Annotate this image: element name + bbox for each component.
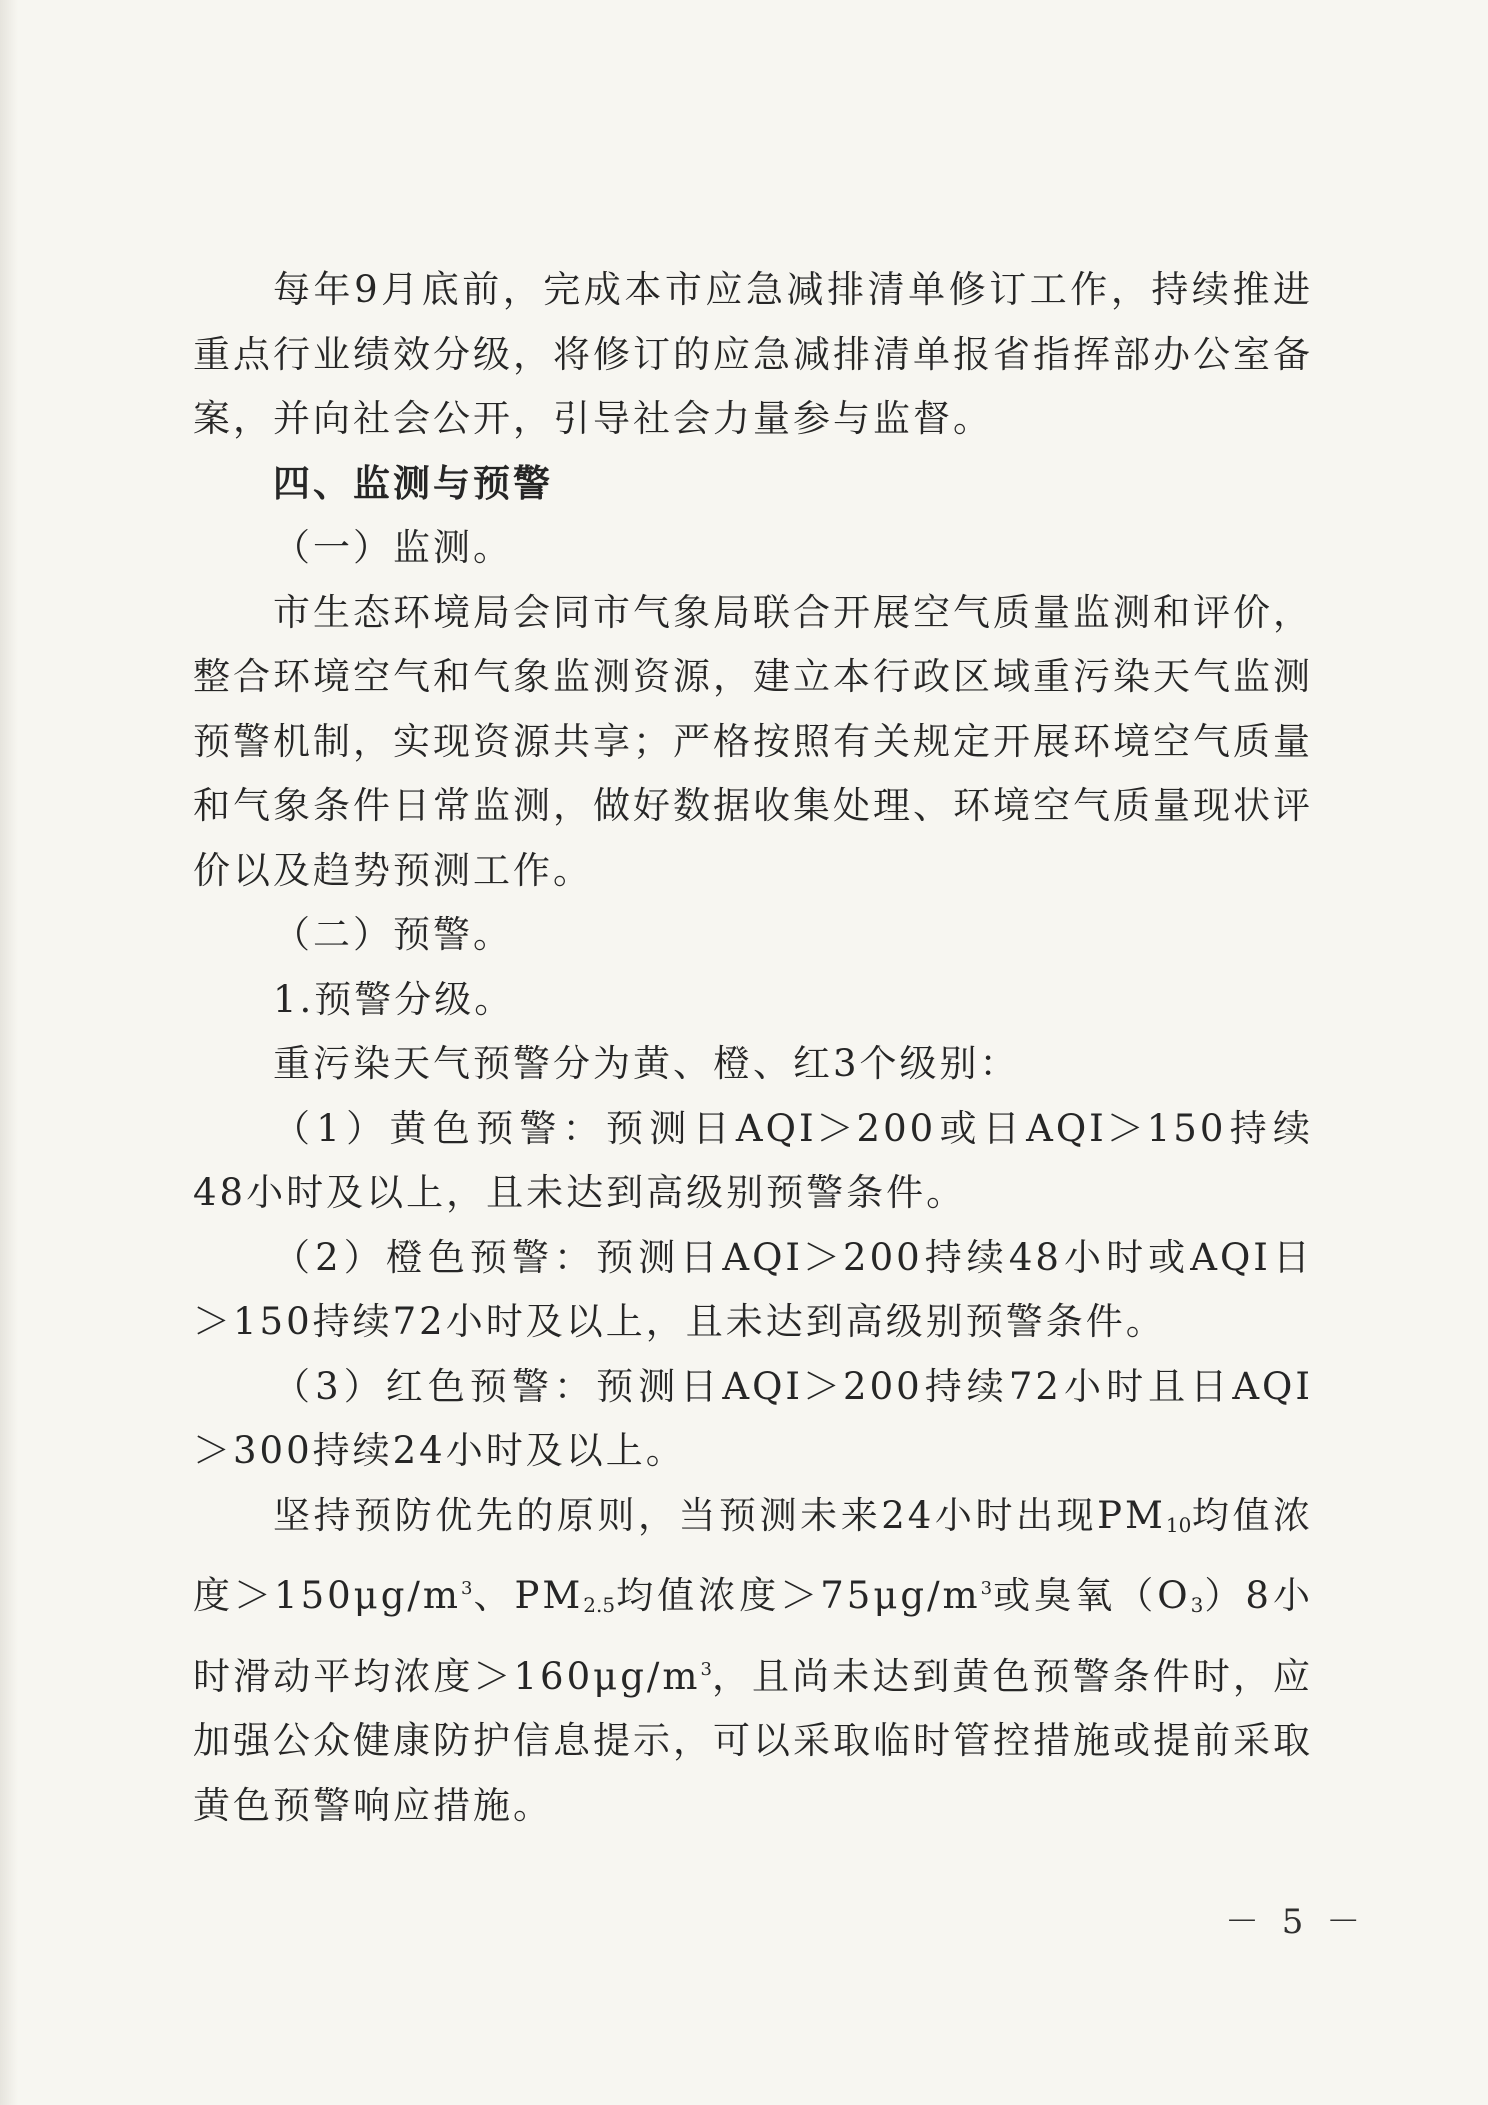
- paragraph-warning-levels-intro: 重污染天气预警分为黄、橙、红3个级别：: [273, 1042, 1020, 1085]
- page-number: － 5 －: [1225, 1902, 1367, 1942]
- paragraph-red-warning: （3）红色预警：预测日AQI＞200持续72小时且日AQI＞300持续24小时及以上。: [193, 1364, 1313, 1472]
- section-heading-monitoring-warning: 四、监测与预警: [273, 461, 553, 505]
- item-heading-warning-levels: 1.预警分级。: [273, 977, 515, 1021]
- paragraph-orange-warning: （2）橙色预警：预测日AQI＞200持续48小时或AQI日＞150持续72小时及以上，且未达到高级别预警条件。: [193, 1235, 1313, 1343]
- pm25-subscript: 2.5: [583, 1593, 616, 1617]
- cubic-superscript: 3: [460, 1578, 473, 1599]
- text-segment: 、PM: [472, 1574, 584, 1617]
- paragraph-prevention-principle: [193, 1484, 1313, 1839]
- paragraph-emission-inventory: 每年9月底前，完成本市应急减排清单修订工作，持续推进重点行业绩效分级，将修订的应急减排清单报省指挥部办公室备案，并向社会公开，引导社会力量参与监督。: [193, 268, 1313, 440]
- subsection-heading-warning: （二）预警。: [273, 913, 513, 956]
- scan-page-edge: [0, 0, 18, 2105]
- cubic-superscript: 3: [700, 1658, 712, 1680]
- text-segment: 均值浓度＞150μg/m: [193, 1493, 1313, 1617]
- text-segment: 均值浓度＞75μg/m: [615, 1574, 981, 1617]
- document-body: [193, 258, 1313, 1838]
- cubic-superscript: 3: [980, 1578, 993, 1599]
- pm10-subscript: 10: [1165, 1512, 1192, 1537]
- text-segment: 坚持预防优先的原则，当预测未来24小时出现PM: [273, 1493, 1166, 1537]
- o3-subscript: 3: [1190, 1593, 1204, 1617]
- subsection-heading-monitoring: （一）监测。: [273, 526, 513, 569]
- text-segment: 或臭氧（O: [992, 1574, 1191, 1617]
- text-segment: ）8小时滑动平均浓度＞160μg/m: [193, 1574, 1314, 1698]
- text-segment: ，且尚未达到黄色预警条件时，应加强公众健康防护信息提示，可以采取临时管控措施或提前采取黄色预警响应措施。: [193, 1654, 1314, 1827]
- paragraph-monitoring: 市生态环境局会同市气象局联合开展空气质量监测和评价，整合环境空气和气象监测资源，建立本行政区域重污染天气监测预警机制，实现资源共享；严格按照有关规定开展环境空气质量和气象条件日常监测，做好数据收集处理、环境空气质量现状评价以及趋势预测工作。: [193, 590, 1313, 892]
- paragraph-yellow-warning: （1）黄色预警：预测日AQI＞200或日AQI＞150持续48小时及以上，且未达到高级别预警条件。: [193, 1106, 1313, 1214]
